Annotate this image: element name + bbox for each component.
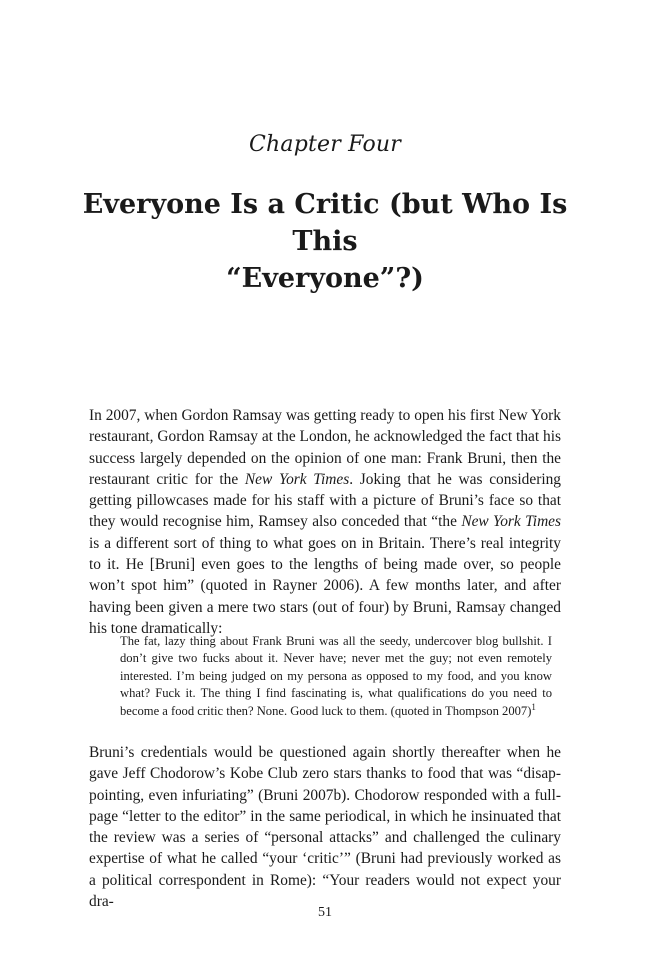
chapter-label: Chapter Four [249, 132, 401, 157]
page-number: 51 [318, 905, 332, 920]
paragraph-text: . Joking that he was considering getting pillowcases made for his staff with a picture of Bruni’s face so that they would recognise him, Ramsey also conceded that “the [89, 470, 562, 531]
block-quote [120, 633, 552, 720]
chapter-title [80, 186, 570, 297]
chapter-title-line-1: Everyone Is a Critic (but Who Is This [82, 189, 568, 257]
footnote-marker: 1 [531, 701, 536, 712]
italic-publication-title: New York Times [244, 470, 350, 488]
italic-publication-title: New York Times [461, 513, 562, 531]
chapter-title-line-2: “Everyone”?) [226, 263, 424, 294]
paragraph-text: is a different sort of thing to what goes on in Britain. There’s real integrity to it. He [Bruni] even goes to the lengths of being made over, so people won’t spot him” (quoted in Rayner 2006). A few months later, and after having been given a mere two stars (out of four) by Bruni, Ramsay changed his tone dramatically: [89, 534, 561, 637]
block-quote-text: The fat, lazy thing about Frank Bruni was all the seedy, undercover blog bullshit. I don’t give two fucks about it. Never have; never met the guy; not even remotely interested. I’m being judged on my persona as opposed to my food, and you know what? Fuck it. The thing I find fascinating is, what qualifications do you need to become a food critic then? None. Good luck to them. (quoted in Thompson 2007) [120, 634, 552, 718]
body-paragraph-2: Bruni’s credentials would be questioned again shortly thereafter when he gave Jeff Chodorow’s Kobe Club zero stars thanks to food that was “disap-pointing, even infuriating” (Bruni 2007b). Chodorow responded with a full-page “letter to the editor” in the same periodical, in which he insinuated that the review was a series of “personal attacks” and challenged the culinary expertise of what he called “your ‘critic’” (Bruni had previously worked as a political correspondent in Rome): “Your readers would not expect your dra- [89, 744, 561, 911]
paragraph-text: In 2007, when Gordon Ramsay was getting ready to open his first New York restaurant, Gordon Ramsay at the London, he acknowledged the fact that his success largely depended on the opinion of one man: Frank Bruni, then the restaurant critic for the [89, 407, 561, 488]
body-paragraph-1 [89, 405, 561, 639]
